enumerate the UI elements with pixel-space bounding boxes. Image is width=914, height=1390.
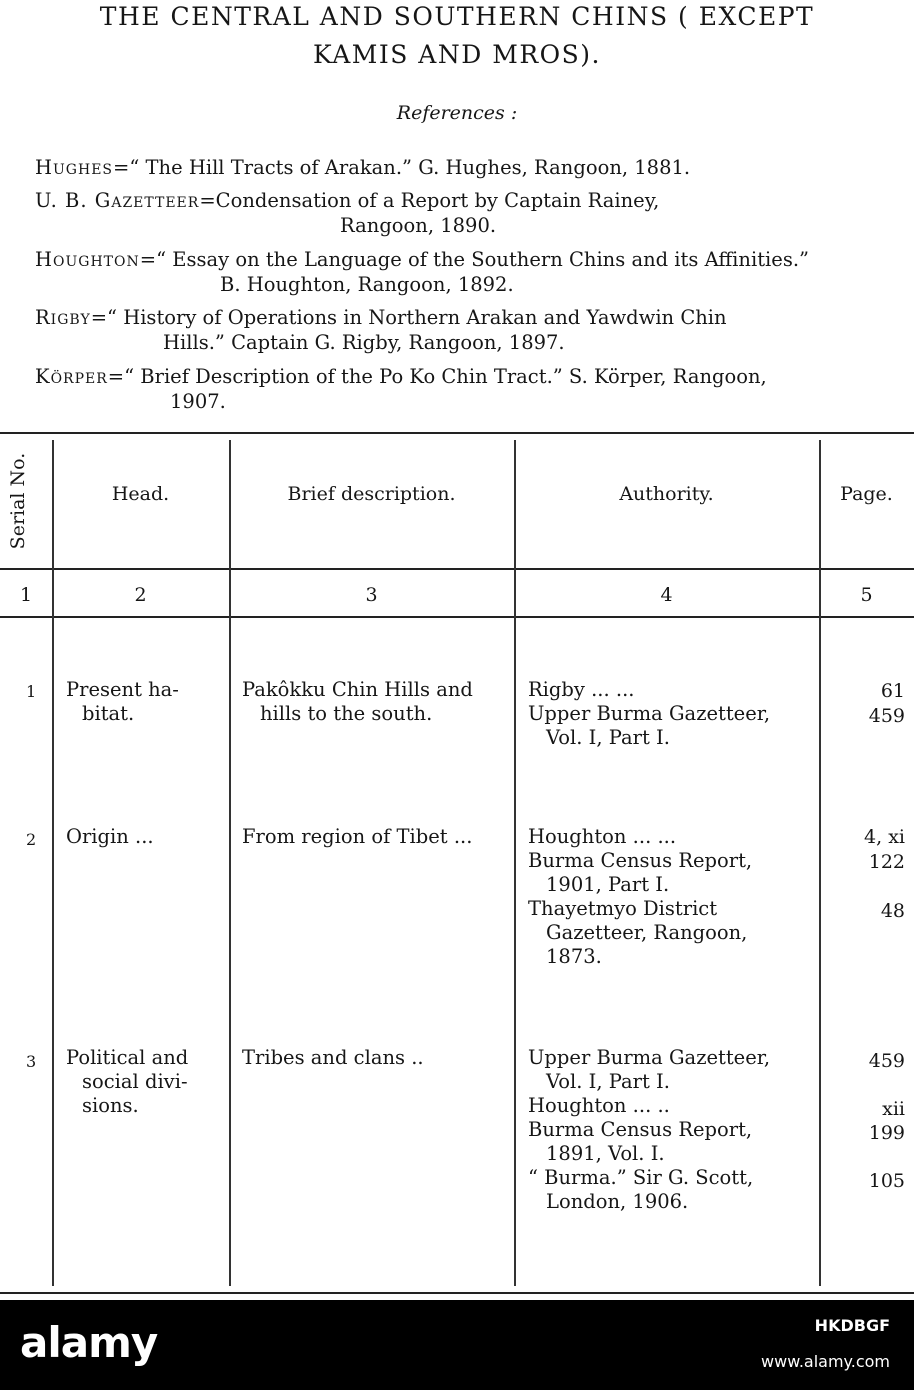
authority-line: 1873. bbox=[546, 945, 602, 968]
table-top-rule bbox=[0, 432, 914, 434]
column-divider bbox=[52, 440, 54, 1286]
authority-line: Rigby ... ... bbox=[528, 678, 635, 701]
header-page: Page. bbox=[840, 483, 893, 505]
authority-line: Upper Burma Gazetteer, bbox=[528, 702, 771, 725]
authority-line: London, 1906. bbox=[546, 1190, 689, 1213]
row-authority bbox=[528, 825, 810, 969]
reference-key: Hughes bbox=[35, 156, 114, 179]
table-bottom-rule bbox=[0, 1292, 914, 1294]
document-title-line-1: THE CENTRAL AND SOUTHERN CHINS ( EXCEPT bbox=[99, 2, 815, 31]
row-page: 61 bbox=[880, 680, 905, 702]
row-page: 459 bbox=[868, 1050, 905, 1072]
header-authority: Authority. bbox=[619, 483, 714, 505]
authority-line: “ Burma.” Sir G. Scott, bbox=[528, 1166, 754, 1189]
row-page: xii bbox=[882, 1098, 905, 1120]
authority-line: Upper Burma Gazetteer, bbox=[528, 1046, 771, 1069]
row-authority bbox=[528, 1046, 810, 1214]
row-description bbox=[242, 1046, 512, 1070]
reference-rigby bbox=[35, 305, 901, 355]
row-head-line: bitat. bbox=[82, 702, 135, 725]
row-description bbox=[242, 678, 510, 726]
row-serial-number: 2 bbox=[26, 830, 37, 849]
reference-continuation: Rangoon, 1890. bbox=[340, 214, 497, 237]
row-page: 48 bbox=[880, 900, 905, 922]
image-code: HKDBGF bbox=[814, 1316, 890, 1335]
row-serial-number: 3 bbox=[26, 1052, 37, 1071]
reference-text: =“ The Hill Tracts of Arakan.” G. Hughes, Rangoon, 1881. bbox=[113, 156, 691, 179]
row-head bbox=[66, 1046, 226, 1118]
watermark-url: www.alamy.com bbox=[761, 1352, 890, 1371]
row-head-line: sions. bbox=[82, 1094, 139, 1117]
authority-line: Houghton ... .. bbox=[528, 1094, 670, 1117]
reference-key: Rigby bbox=[35, 306, 91, 329]
column-divider bbox=[229, 440, 231, 1286]
authority-line: Thayetmyo District bbox=[528, 897, 718, 920]
row-head bbox=[66, 825, 226, 849]
row-head-line: Political and bbox=[66, 1046, 189, 1069]
row-description-line: hills to the south. bbox=[260, 702, 433, 725]
reference-continuation: 1907. bbox=[170, 390, 226, 413]
stock-watermark-banner bbox=[0, 1300, 914, 1390]
column-number: 4 bbox=[660, 584, 673, 606]
reference-key: U. B. Gazetteer bbox=[35, 189, 200, 212]
reference-continuation: B. Houghton, Rangoon, 1892. bbox=[220, 273, 514, 296]
row-page: 4, xi bbox=[864, 826, 905, 848]
row-head bbox=[66, 678, 216, 726]
column-number: 1 bbox=[19, 584, 33, 606]
row-head-line: social divi- bbox=[82, 1070, 188, 1093]
header-divider-rule bbox=[0, 568, 914, 570]
row-page: 105 bbox=[868, 1170, 905, 1192]
row-description-line: Pakôkku Chin Hills and bbox=[242, 678, 473, 701]
row-serial-number: 1 bbox=[26, 682, 37, 701]
row-page: 122 bbox=[868, 851, 905, 873]
authority-line: Vol. I, Part I. bbox=[546, 1070, 670, 1093]
reference-hughes bbox=[35, 155, 901, 180]
authority-line: Houghton ... ... bbox=[528, 825, 677, 848]
column-number-rule bbox=[0, 616, 914, 618]
row-head-line: Origin ... bbox=[66, 825, 154, 848]
alamy-logo: alamy bbox=[20, 1318, 158, 1367]
row-authority bbox=[528, 678, 810, 750]
reference-korper bbox=[35, 364, 901, 414]
column-number: 2 bbox=[134, 584, 147, 606]
row-page: 199 bbox=[868, 1122, 905, 1144]
row-description-line: Tribes and clans .. bbox=[242, 1046, 424, 1069]
reference-text: =“ Brief Description of the Po Ko Chin Tract.” S. Körper, Rangoon, bbox=[107, 365, 767, 388]
header-serial-number: Serial No. bbox=[7, 452, 29, 549]
reference-key: Houghton bbox=[35, 248, 140, 271]
authority-line: Burma Census Report, bbox=[528, 849, 753, 872]
references-label: References : bbox=[396, 102, 518, 124]
authority-line: 1901, Part I. bbox=[546, 873, 670, 896]
row-head-line: Present ha- bbox=[66, 678, 179, 701]
reference-text: =Condensation of a Report by Captain Rainey, bbox=[199, 189, 660, 212]
row-description bbox=[242, 825, 512, 849]
authority-line: Gazetteer, Rangoon, bbox=[546, 921, 748, 944]
authority-line: Vol. I, Part I. bbox=[546, 726, 670, 749]
reference-gazetteer bbox=[35, 188, 901, 238]
reference-continuation: Hills.” Captain G. Rigby, Rangoon, 1897. bbox=[163, 331, 565, 354]
row-page: 459 bbox=[868, 705, 905, 727]
document-title-line-2: KAMIS AND MROS). bbox=[313, 40, 601, 69]
authority-line: 1891, Vol. I. bbox=[546, 1142, 665, 1165]
reference-houghton bbox=[35, 247, 901, 297]
header-head: Head. bbox=[111, 483, 170, 505]
column-number: 5 bbox=[860, 584, 873, 606]
column-divider bbox=[819, 440, 821, 1286]
authority-line: Burma Census Report, bbox=[528, 1118, 753, 1141]
header-brief-description: Brief description. bbox=[287, 483, 456, 505]
reference-text: =“ History of Operations in Northern Arakan and Yawdwin Chin bbox=[90, 306, 727, 329]
column-divider bbox=[514, 440, 516, 1286]
column-number: 3 bbox=[365, 584, 378, 606]
reference-text: =“ Essay on the Language of the Southern Chins and its Affinities.” bbox=[139, 248, 809, 271]
reference-key: Körper bbox=[35, 365, 108, 388]
row-description-line: From region of Tibet ... bbox=[242, 825, 473, 848]
